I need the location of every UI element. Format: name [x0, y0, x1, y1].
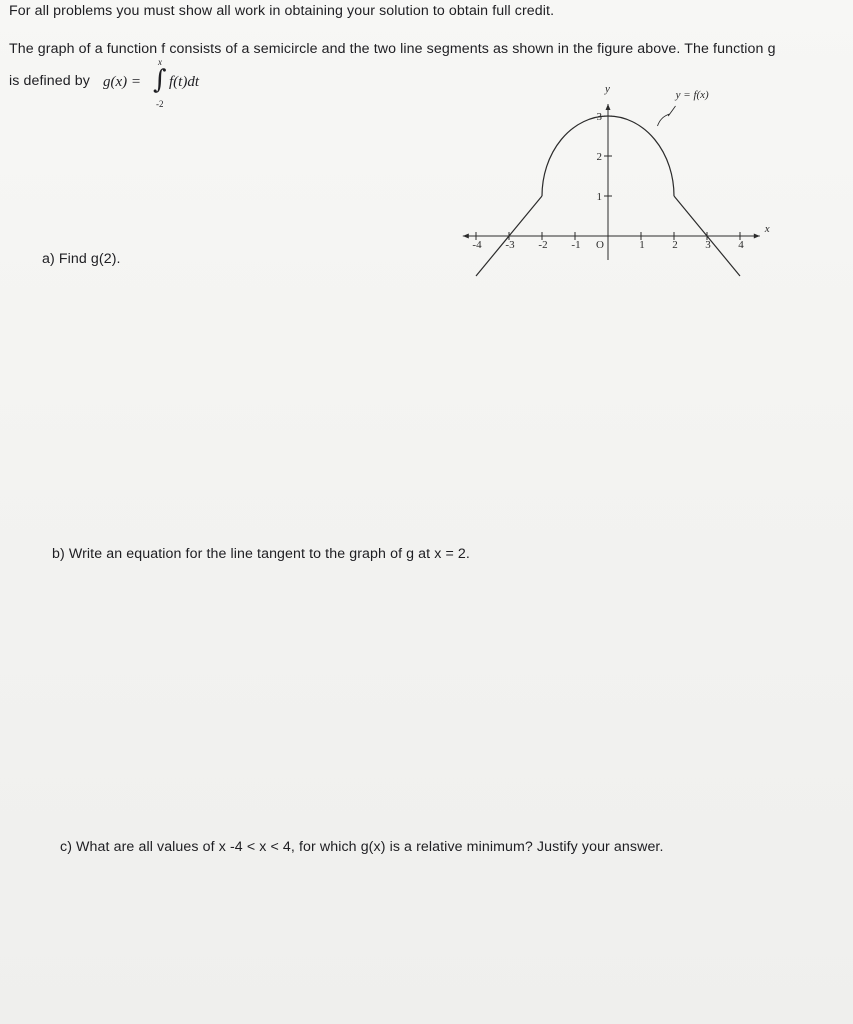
x-tick-label: 4 — [738, 239, 744, 251]
question-c: c) What are all values of x -4 < x < 4, for which g(x) is a relative minimum? Justify your answer. — [60, 839, 664, 855]
y-tick-label: 3 — [596, 111, 602, 123]
y-tick-label: 2 — [596, 151, 602, 163]
integral-sign-icon: ∫ — [153, 65, 167, 95]
x-tick-label: 2 — [672, 239, 678, 251]
x-tick-label: -3 — [505, 239, 515, 251]
g-definition-lhs: g(x) = — [103, 74, 142, 90]
problem-statement: The graph of a function f consists of a semicircle and the two line segments as shown in the figure above. The function g — [9, 41, 776, 57]
x-tick-label: 3 — [705, 239, 711, 251]
y-tick-label: 1 — [596, 191, 602, 203]
integral-lower-limit: -2 — [156, 99, 164, 109]
question-b: b) Write an equation for the line tangent to the graph of g at x = 2. — [52, 546, 470, 562]
y-axis-label: y — [605, 83, 610, 95]
integral-expression — [150, 57, 220, 112]
x-axis-arrow-icon — [754, 234, 760, 239]
x-tick-label: 1 — [639, 239, 645, 251]
x-tick-label: -2 — [538, 239, 548, 251]
question-a: a) Find g(2). — [42, 251, 121, 267]
x-tick-label: -1 — [571, 239, 581, 251]
integrand: f(t)dt — [169, 74, 199, 90]
curve-label-pointer — [658, 106, 676, 126]
curve-label: y = f(x) — [675, 89, 709, 101]
x-axis-label: x — [764, 223, 770, 235]
y-axis-arrow-icon — [606, 104, 611, 110]
x-tick-label: -4 — [472, 239, 482, 251]
graph-axes — [463, 104, 760, 260]
integral-upper-limit: x — [158, 57, 162, 67]
function-graph — [472, 83, 778, 271]
instructions-text: For all problems you must show all work in obtaining your solution to obtain full credit. — [9, 3, 555, 19]
x-tick-label: O — [596, 239, 604, 251]
x-axis-left-arrow-icon — [463, 234, 469, 239]
definition-prefix: is defined by — [9, 73, 90, 89]
